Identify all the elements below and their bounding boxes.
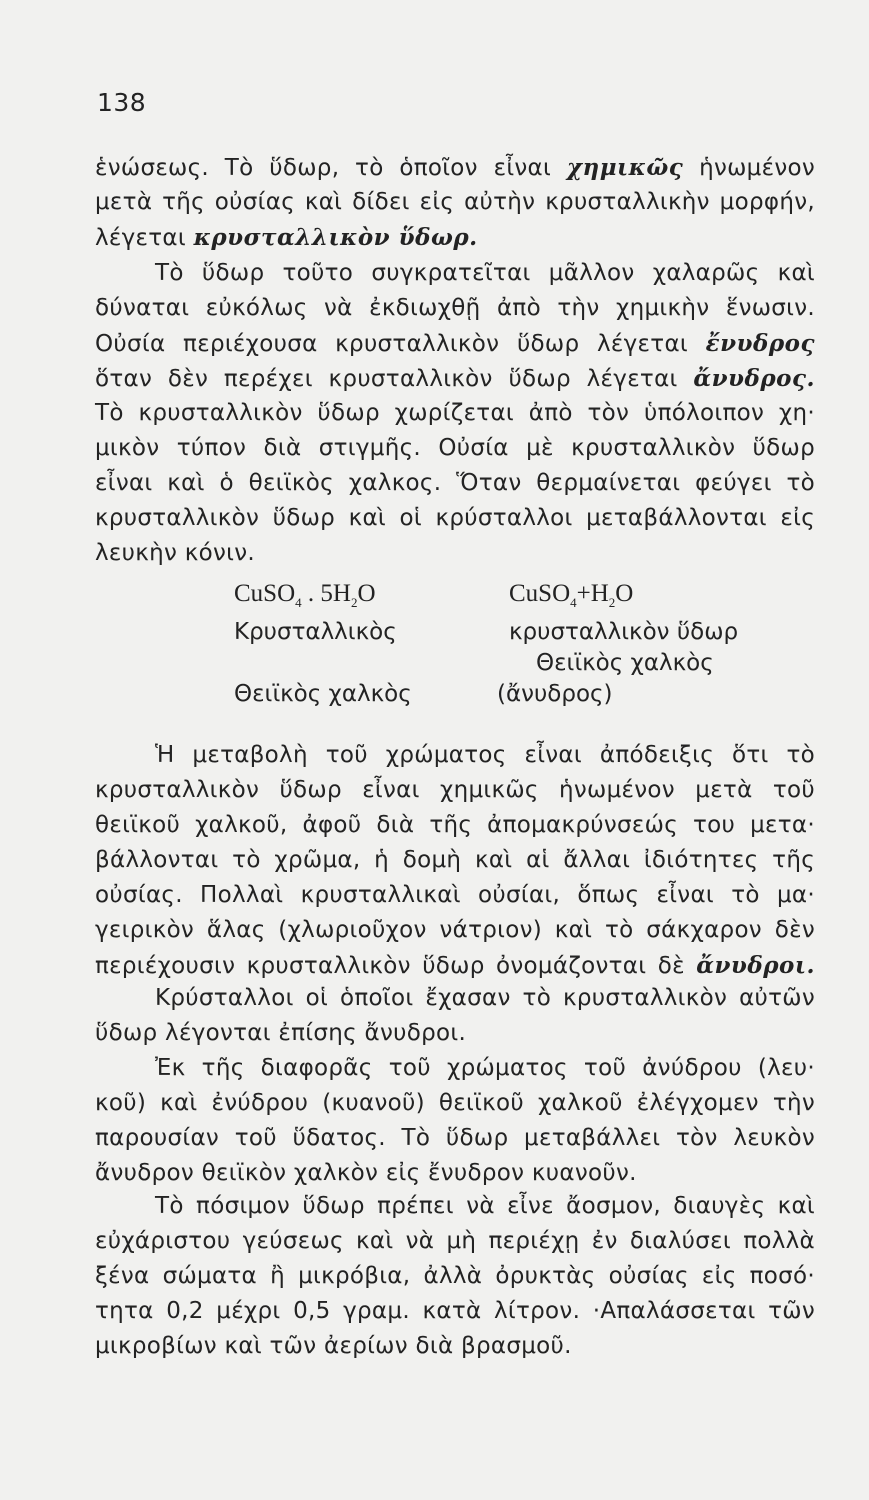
text-line: γειρικὸν ἅλας (χλωριοῦχον νάτριον) καὶ τὸ σάκχαρον δὲν bbox=[95, 917, 815, 943]
emphasis-term: κρυσταλλικὸν ὕδωρ. bbox=[193, 224, 478, 251]
text-line: εἶναι καὶ ὁ θειϊκὸς χαλκος. Ὅταν θερμαίνεται φεύγει τὸ bbox=[95, 470, 815, 496]
formula-label: Θειϊκὸς χαλκὸς bbox=[536, 650, 714, 676]
paragraph-6 bbox=[95, 1189, 815, 1364]
text-line: τητα 0,2 μέχρι 0,5 γραμ. κατὰ λίτρον. ·Απαλάσσεται τῶν bbox=[95, 1298, 815, 1324]
text-line: κρυσταλλικὸν ὕδωρ εἶναι χημικῶς ἡνωμένον μετὰ τοῦ bbox=[95, 777, 815, 803]
chemical-formula-right: $CuSO_4+H_2O$ bbox=[509, 580, 634, 610]
text-line: εὐχάριστου γεύσεως καὶ νὰ μὴ περιέχῃ ἐν διαλύσει πολλὰ bbox=[95, 1228, 815, 1254]
text-line: Κρύσταλλοι οἱ ὁποῖοι ἔχασαν τὸ κρυσταλλικὸν αὐτῶν bbox=[155, 985, 815, 1011]
paragraph-5 bbox=[95, 1051, 815, 1191]
text-line: δύναται εὐκόλως νὰ ἐκδιωχθῇ ἀπὸ τὴν χημικὴν ἕνωσιν. bbox=[95, 295, 815, 321]
text-line: Ἡ μεταβολὴ τοῦ χρώματος εἶναι ἀπόδειξις ὅτι τὸ bbox=[155, 742, 815, 768]
emphasis-term: ἄνυδρος. bbox=[693, 365, 815, 392]
formula-label: Θειϊκὸς χαλκὸς bbox=[234, 681, 412, 707]
text-line: βάλλονται τὸ χρῶμα, ἡ δομὴ καὶ αἱ ἄλλαι ἰδιότητες τῆς bbox=[95, 847, 815, 873]
text-line: ξένα σώματα ἢ μικρόβια, ἀλλὰ ὀρυκτὰς οὐσίας εἰς ποσό· bbox=[95, 1263, 815, 1289]
text-line: οὐσίας. Πολλαὶ κρυσταλλικαὶ οὐσίαι, ὅπως εἶναι τὸ μα· bbox=[95, 882, 815, 908]
text-line: ἑνώσεως. Τὸ ὕδωρ, τὸ ὁποῖον εἶναι χημικῶς ἡνωμένον bbox=[95, 154, 816, 181]
text-line: μικροβίων καὶ τῶν ἀερίων διὰ βρασμοῦ. bbox=[95, 1333, 572, 1359]
emphasis: χημικῶς bbox=[566, 154, 684, 181]
text-line: λέγεται κρυσταλλικὸν ὕδωρ. bbox=[95, 224, 478, 251]
paragraph-2 bbox=[95, 256, 815, 571]
formula-label: κρυσταλλικὸν ὕδωρ bbox=[509, 619, 739, 645]
paragraph-3 bbox=[95, 738, 815, 983]
formula-label: Κρυσταλλικὸς bbox=[234, 619, 397, 645]
text-line: ὕδωρ λέγονται ἐπίσης ἄνυδροι. bbox=[95, 1020, 467, 1046]
paragraph-4 bbox=[95, 981, 815, 1051]
text-line: Οὐσία περιέχουσα κρυσταλλικὸν ὕδωρ λέγεται ἔνυδρος bbox=[95, 330, 815, 357]
emphasis-term: ἔνυδρος bbox=[705, 330, 815, 357]
paragraph-1 bbox=[95, 150, 815, 255]
text-line: Τὸ κρυσταλλικὸν ὕδωρ χωρίζεται ἀπὸ τὸν ὑπόλοιπον χη· bbox=[95, 400, 815, 426]
text-line: Τὸ πόσιμον ὕδωρ πρέπει νὰ εἶνε ἄοσμον, διαυγὲς καὶ bbox=[155, 1193, 815, 1219]
text-line: θειϊκοῦ χαλκοῦ, ἀφοῦ διὰ τῆς ἀπομακρύνσεώς του μετα· bbox=[95, 812, 815, 838]
text-line: Τὸ ὕδωρ τοῦτο συγκρατεῖται μᾶλλον χαλαρῶς καὶ bbox=[155, 260, 815, 286]
text-line: κοῦ) καὶ ἐνύδρου (κυανοῦ) θειϊκοῦ χαλκοῦ ἐλέγχομεν τὴν bbox=[95, 1090, 815, 1116]
text-line: Ἐκ τῆς διαφορᾶς τοῦ χρώματος τοῦ ἀνύδρου (λευ· bbox=[155, 1055, 815, 1081]
chemical-formula-left: CuSO$_4$ . $5H_2O$ bbox=[234, 580, 376, 610]
text-line: ἄνυδρον θειϊκὸν χαλκὸν εἰς ἔνυδρον κυανοῦν. bbox=[95, 1160, 637, 1186]
text-line: περιέχουσιν κρυσταλλικὸν ὕδωρ ὀνομάζονται δὲ ἄνυδροι. bbox=[95, 952, 815, 979]
page-number: 138 bbox=[97, 88, 147, 117]
text-line: κρυσταλλικὸν ὕδωρ καὶ οἱ κρύσταλλοι μεταβάλλονται εἰς bbox=[95, 505, 815, 531]
text-line: λευκὴν κόνιν. bbox=[95, 540, 255, 566]
text-line: παρουσίαν τοῦ ὕδατος. Τὸ ὕδωρ μεταβάλλει τὸν λευκὸν bbox=[95, 1125, 815, 1151]
text-line: μετὰ τῆς οὐσίας καὶ δίδει εἰς αὐτὴν κρυσταλλικὴν μορφήν, bbox=[95, 189, 815, 215]
formula-label: (ἄνυδρος) bbox=[497, 681, 613, 707]
text-line: ὅταν δὲν περέχει κρυσταλλικὸν ὕδωρ λέγεται ἄνυδρος. bbox=[95, 365, 815, 392]
emphasis-term: ἄνυδροι. bbox=[696, 952, 815, 979]
text-line: μικὸν τύπον διὰ στιγμῆς. Οὐσία μὲ κρυσταλλικὸν ὕδωρ bbox=[95, 435, 815, 461]
